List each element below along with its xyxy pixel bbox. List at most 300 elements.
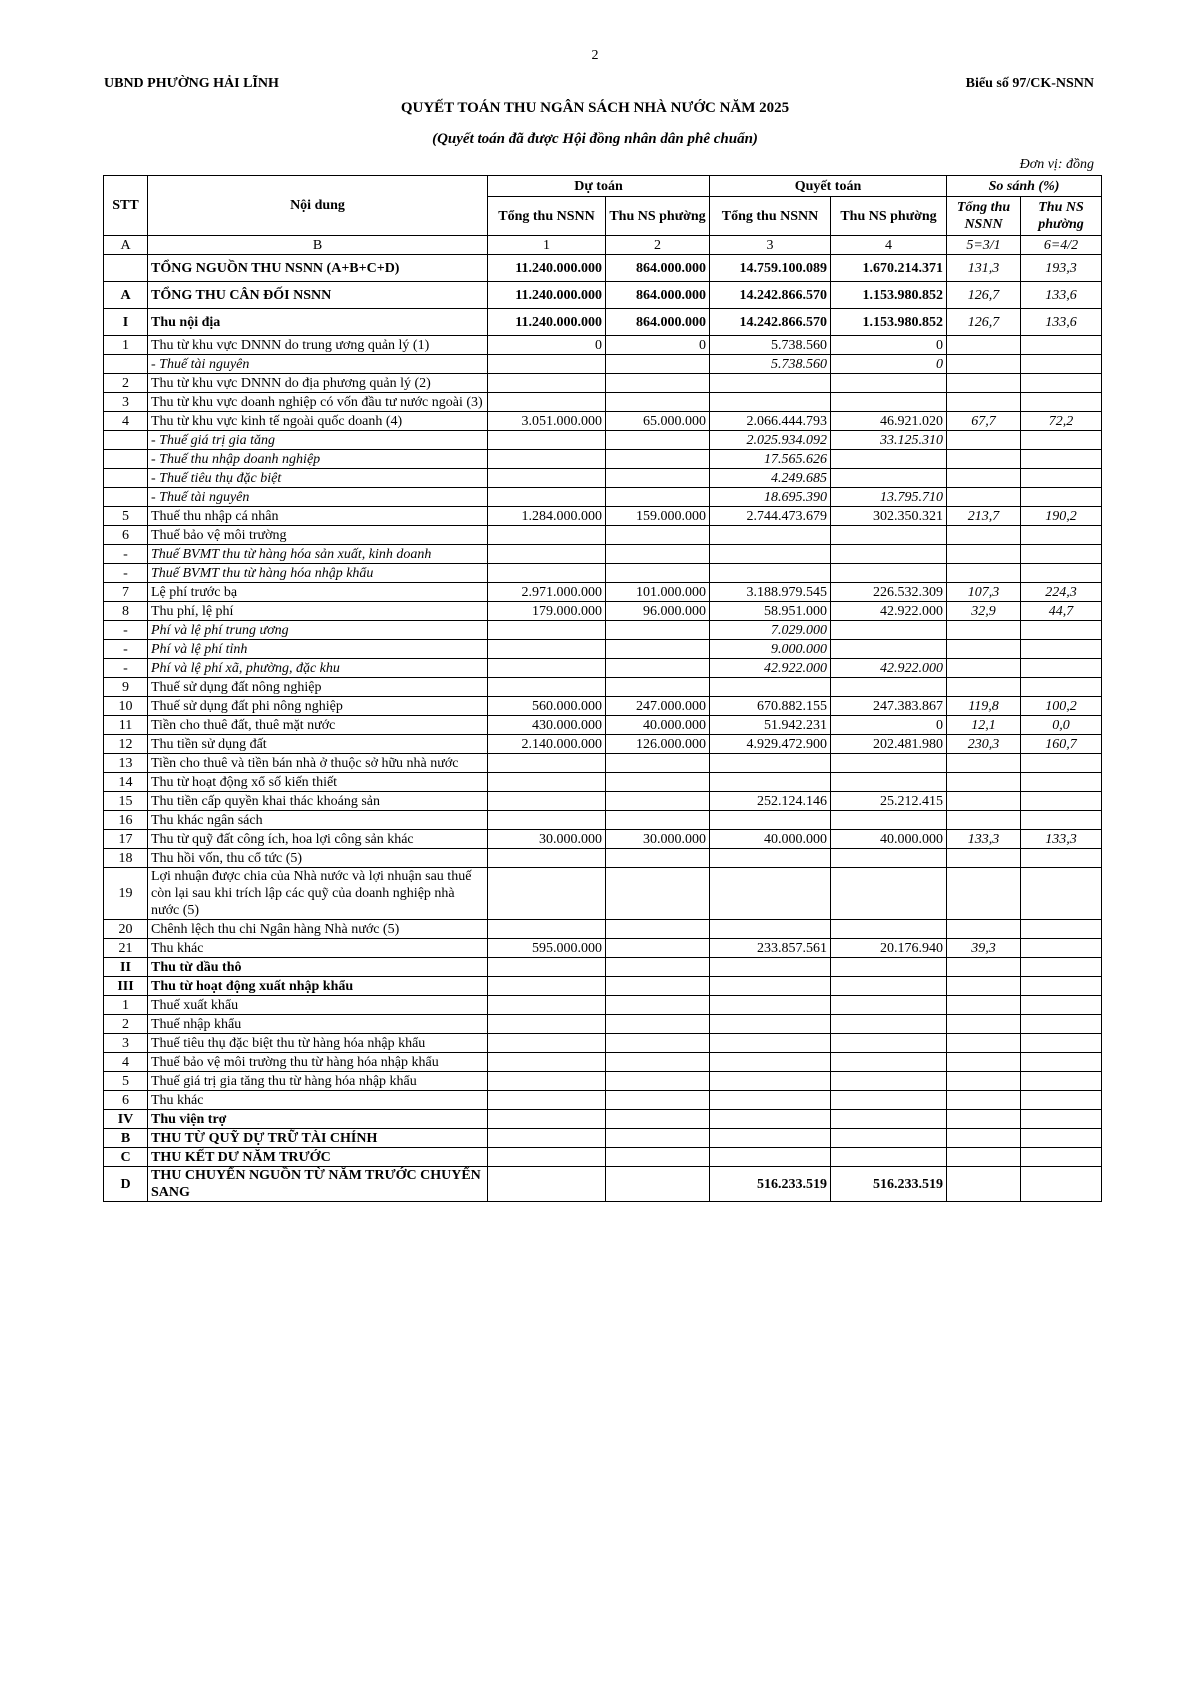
content-cell: Thu từ hoạt động xổ số kiến thiết (148, 773, 488, 792)
stt-cell: - (104, 640, 148, 659)
settlement-ward-cell: 33.125.310 (831, 431, 947, 450)
table-row (104, 958, 1102, 977)
table-row (104, 977, 1102, 996)
stt-cell: 11 (104, 716, 148, 735)
compare-ward-cell (1021, 469, 1102, 488)
estimate-total-cell (488, 564, 606, 583)
stt-cell: 9 (104, 678, 148, 697)
settlement-total-cell: 9.000.000 (710, 640, 831, 659)
settlement-total-cell (710, 920, 831, 939)
estimate-ward-cell (606, 1148, 710, 1167)
settlement-total-cell: 670.882.155 (710, 697, 831, 716)
estimate-total-cell (488, 678, 606, 697)
compare-total-cell (947, 1072, 1021, 1091)
compare-total-cell: 67,7 (947, 412, 1021, 431)
compare-total-cell (947, 996, 1021, 1015)
stt-cell: 21 (104, 939, 148, 958)
estimate-total-cell: 30.000.000 (488, 830, 606, 849)
compare-ward-cell: 100,2 (1021, 697, 1102, 716)
compare-ward-cell (1021, 374, 1102, 393)
settlement-ward-cell (831, 469, 947, 488)
settlement-total-cell (710, 1110, 831, 1129)
settlement-ward-cell (831, 754, 947, 773)
compare-ward-cell (1021, 621, 1102, 640)
compare-ward-cell (1021, 849, 1102, 868)
compare-ward-cell (1021, 811, 1102, 830)
header-est-ward: Thu NS phường (606, 197, 710, 236)
settlement-ward-cell (831, 1091, 947, 1110)
settlement-total-cell (710, 1034, 831, 1053)
content-cell: Thu khác ngân sách (148, 811, 488, 830)
settlement-ward-cell (831, 1110, 947, 1129)
compare-total-cell (947, 1167, 1021, 1202)
estimate-ward-cell: 864.000.000 (606, 309, 710, 336)
table-row (104, 602, 1102, 621)
table-row (104, 1148, 1102, 1167)
stt-cell: 5 (104, 1072, 148, 1091)
stt-cell (104, 450, 148, 469)
compare-ward-cell: 44,7 (1021, 602, 1102, 621)
estimate-ward-cell (606, 849, 710, 868)
stt-cell: 2 (104, 374, 148, 393)
content-cell: Thu từ khu vực DNNN do trung ương quản lý (1) (148, 336, 488, 355)
estimate-total-cell (488, 1110, 606, 1129)
table-row (104, 849, 1102, 868)
document-subtitle: (Quyết toán đã được Hội đồng nhân dân phê chuẩn) (432, 131, 758, 147)
compare-ward-cell: 190,2 (1021, 507, 1102, 526)
estimate-total-cell (488, 792, 606, 811)
header-estimate: Dự toán (488, 176, 710, 197)
table-row (104, 355, 1102, 374)
compare-ward-cell (1021, 1015, 1102, 1034)
settlement-ward-cell (831, 1034, 947, 1053)
compare-ward-cell (1021, 336, 1102, 355)
settlement-total-cell (710, 526, 831, 545)
settlement-ward-cell: 1.153.980.852 (831, 282, 947, 309)
header-cmp-ward: Thu NS phường (1021, 197, 1102, 236)
settlement-ward-cell (831, 545, 947, 564)
estimate-total-cell (488, 1053, 606, 1072)
estimate-ward-cell: 65.000.000 (606, 412, 710, 431)
estimate-total-cell (488, 469, 606, 488)
settlement-total-cell (710, 545, 831, 564)
content-cell: Thu từ khu vực kinh tế ngoài quốc doanh (4) (148, 412, 488, 431)
compare-total-cell (947, 977, 1021, 996)
content-cell: Thu tiền sử dụng đất (148, 735, 488, 754)
estimate-ward-cell (606, 393, 710, 412)
stt-cell: D (104, 1167, 148, 1202)
compare-total-cell (947, 792, 1021, 811)
estimate-total-cell (488, 977, 606, 996)
stt-cell: III (104, 977, 148, 996)
settlement-total-cell (710, 1072, 831, 1091)
settlement-total-cell: 5.738.560 (710, 355, 831, 374)
stt-cell (104, 431, 148, 450)
estimate-ward-cell: 126.000.000 (606, 735, 710, 754)
settlement-ward-cell: 40.000.000 (831, 830, 947, 849)
estimate-total-cell: 3.051.000.000 (488, 412, 606, 431)
stt-cell: 2 (104, 1015, 148, 1034)
content-cell: Thuế bảo vệ môi trường (148, 526, 488, 545)
compare-total-cell (947, 868, 1021, 920)
table-row (104, 488, 1102, 507)
compare-total-cell (947, 564, 1021, 583)
estimate-total-cell (488, 431, 606, 450)
settlement-ward-cell: 1.153.980.852 (831, 309, 947, 336)
table-row (104, 996, 1102, 1015)
settlement-ward-cell: 302.350.321 (831, 507, 947, 526)
settlement-ward-cell (831, 564, 947, 583)
estimate-total-cell: 179.000.000 (488, 602, 606, 621)
table-row (104, 526, 1102, 545)
compare-total-cell (947, 678, 1021, 697)
stt-cell: 15 (104, 792, 148, 811)
settlement-ward-cell: 13.795.710 (831, 488, 947, 507)
estimate-ward-cell (606, 868, 710, 920)
settlement-ward-cell: 202.481.980 (831, 735, 947, 754)
settlement-total-cell (710, 977, 831, 996)
estimate-total-cell (488, 393, 606, 412)
column-code-row (104, 236, 1102, 255)
stt-cell: 16 (104, 811, 148, 830)
compare-ward-cell (1021, 773, 1102, 792)
content-cell: Thu khác (148, 1091, 488, 1110)
table-row (104, 792, 1102, 811)
settlement-total-cell: 2.744.473.679 (710, 507, 831, 526)
estimate-total-cell (488, 355, 606, 374)
estimate-ward-cell (606, 678, 710, 697)
code-cell: B (148, 236, 488, 255)
settlement-ward-cell (831, 640, 947, 659)
content-cell: THU TỪ QUỸ DỰ TRỮ TÀI CHÍNH (148, 1129, 488, 1148)
estimate-ward-cell: 864.000.000 (606, 255, 710, 282)
table-row (104, 282, 1102, 309)
code-cell: 3 (710, 236, 831, 255)
settlement-ward-cell: 516.233.519 (831, 1167, 947, 1202)
estimate-ward-cell (606, 374, 710, 393)
estimate-ward-cell (606, 1072, 710, 1091)
compare-total-cell (947, 469, 1021, 488)
table-row (104, 1072, 1102, 1091)
estimate-ward-cell (606, 640, 710, 659)
stt-cell: 20 (104, 920, 148, 939)
estimate-total-cell: 1.284.000.000 (488, 507, 606, 526)
settlement-ward-cell: 46.921.020 (831, 412, 947, 431)
settlement-total-cell: 58.951.000 (710, 602, 831, 621)
compare-total-cell: 230,3 (947, 735, 1021, 754)
estimate-ward-cell (606, 1110, 710, 1129)
estimate-ward-cell (606, 450, 710, 469)
compare-ward-cell (1021, 868, 1102, 920)
estimate-total-cell: 11.240.000.000 (488, 255, 606, 282)
settlement-total-cell: 17.565.626 (710, 450, 831, 469)
estimate-total-cell (488, 1034, 606, 1053)
settlement-ward-cell: 226.532.309 (831, 583, 947, 602)
stt-cell (104, 488, 148, 507)
compare-total-cell (947, 1148, 1021, 1167)
estimate-ward-cell (606, 1129, 710, 1148)
estimate-total-cell (488, 374, 606, 393)
table-row (104, 507, 1102, 526)
estimate-ward-cell (606, 1053, 710, 1072)
compare-ward-cell (1021, 1072, 1102, 1091)
content-cell: Thuế tiêu thụ đặc biệt thu từ hàng hóa nhập khẩu (148, 1034, 488, 1053)
compare-ward-cell (1021, 678, 1102, 697)
settlement-total-cell: 4.249.685 (710, 469, 831, 488)
content-cell: Lợi nhuận được chia của Nhà nước và lợi nhuận sau thuế còn lại sau khi trích lập các quỹ của doanh nghiệp nhà nước (5) (148, 868, 488, 920)
estimate-ward-cell (606, 754, 710, 773)
code-cell: 4 (831, 236, 947, 255)
stt-cell: - (104, 545, 148, 564)
settlement-total-cell (710, 1129, 831, 1148)
stt-cell: 4 (104, 412, 148, 431)
content-cell: Thu nội địa (148, 309, 488, 336)
estimate-ward-cell (606, 996, 710, 1015)
settlement-ward-cell (831, 773, 947, 792)
compare-total-cell (947, 545, 1021, 564)
estimate-total-cell: 11.240.000.000 (488, 282, 606, 309)
settlement-total-cell: 14.759.100.089 (710, 255, 831, 282)
compare-ward-cell (1021, 792, 1102, 811)
settlement-ward-cell (831, 1053, 947, 1072)
compare-total-cell (947, 1129, 1021, 1148)
settlement-ward-cell: 0 (831, 716, 947, 735)
compare-total-cell: 12,1 (947, 716, 1021, 735)
content-cell: Thuế sử dụng đất nông nghiệp (148, 678, 488, 697)
content-cell: Thu từ khu vực doanh nghiệp có vốn đầu tư nước ngoài (3) (148, 393, 488, 412)
compare-ward-cell (1021, 640, 1102, 659)
compare-total-cell: 131,3 (947, 255, 1021, 282)
estimate-total-cell (488, 849, 606, 868)
estimate-total-cell (488, 545, 606, 564)
estimate-ward-cell (606, 488, 710, 507)
compare-ward-cell: 72,2 (1021, 412, 1102, 431)
settlement-total-cell: 252.124.146 (710, 792, 831, 811)
table-row (104, 336, 1102, 355)
header-stt: STT (104, 176, 148, 236)
table-row (104, 830, 1102, 849)
compare-ward-cell (1021, 754, 1102, 773)
content-cell: Thuế BVMT thu từ hàng hóa nhập khẩu (148, 564, 488, 583)
content-cell: Lệ phí trước bạ (148, 583, 488, 602)
estimate-total-cell: 560.000.000 (488, 697, 606, 716)
estimate-ward-cell (606, 545, 710, 564)
settlement-total-cell: 4.929.472.900 (710, 735, 831, 754)
compare-ward-cell (1021, 920, 1102, 939)
compare-ward-cell (1021, 977, 1102, 996)
page-number: 2 (591, 48, 599, 63)
table-row (104, 309, 1102, 336)
settlement-ward-cell: 42.922.000 (831, 602, 947, 621)
estimate-ward-cell: 864.000.000 (606, 282, 710, 309)
estimate-total-cell (488, 811, 606, 830)
compare-total-cell (947, 374, 1021, 393)
settlement-ward-cell (831, 450, 947, 469)
compare-total-cell (947, 958, 1021, 977)
compare-total-cell (947, 1015, 1021, 1034)
estimate-ward-cell (606, 920, 710, 939)
estimate-total-cell (488, 920, 606, 939)
stt-cell: 1 (104, 336, 148, 355)
settlement-ward-cell (831, 811, 947, 830)
compare-total-cell (947, 1091, 1021, 1110)
settlement-ward-cell (831, 977, 947, 996)
table-row (104, 939, 1102, 958)
estimate-total-cell: 11.240.000.000 (488, 309, 606, 336)
code-cell: 6=4/2 (1021, 236, 1102, 255)
compare-total-cell (947, 621, 1021, 640)
table-row (104, 735, 1102, 754)
header-content: Nội dung (148, 176, 488, 236)
compare-ward-cell (1021, 564, 1102, 583)
settlement-ward-cell (831, 621, 947, 640)
settlement-ward-cell: 20.176.940 (831, 939, 947, 958)
compare-total-cell (947, 920, 1021, 939)
compare-ward-cell: 133,6 (1021, 309, 1102, 336)
table-row (104, 697, 1102, 716)
estimate-total-cell (488, 488, 606, 507)
settlement-total-cell (710, 393, 831, 412)
compare-total-cell (947, 488, 1021, 507)
header-set-total: Tổng thu NSNN (710, 197, 831, 236)
compare-ward-cell (1021, 526, 1102, 545)
issuer-name: UBND PHƯỜNG HẢI LĨNH (104, 76, 279, 91)
settlement-total-cell (710, 1053, 831, 1072)
settlement-total-cell (710, 1015, 831, 1034)
settlement-total-cell (710, 564, 831, 583)
compare-ward-cell (1021, 1053, 1102, 1072)
stt-cell: IV (104, 1110, 148, 1129)
settlement-ward-cell: 25.212.415 (831, 792, 947, 811)
stt-cell: 18 (104, 849, 148, 868)
estimate-ward-cell (606, 1034, 710, 1053)
estimate-total-cell (488, 1129, 606, 1148)
settlement-total-cell: 40.000.000 (710, 830, 831, 849)
content-cell: Thu phí, lệ phí (148, 602, 488, 621)
compare-total-cell: 32,9 (947, 602, 1021, 621)
estimate-ward-cell (606, 469, 710, 488)
stt-cell: 3 (104, 1034, 148, 1053)
stt-cell: 17 (104, 830, 148, 849)
settlement-total-cell: 14.242.866.570 (710, 282, 831, 309)
content-cell: Thuế sử dụng đất phi nông nghiệp (148, 697, 488, 716)
stt-cell: 14 (104, 773, 148, 792)
table-row (104, 450, 1102, 469)
estimate-total-cell (488, 526, 606, 545)
content-cell: Thu viện trợ (148, 1110, 488, 1129)
settlement-total-cell (710, 1148, 831, 1167)
estimate-ward-cell (606, 1091, 710, 1110)
estimate-total-cell (488, 659, 606, 678)
settlement-total-cell: 51.942.231 (710, 716, 831, 735)
settlement-ward-cell (831, 1129, 947, 1148)
compare-total-cell (947, 849, 1021, 868)
table-row (104, 255, 1102, 282)
stt-cell (104, 255, 148, 282)
document-title: QUYẾT TOÁN THU NGÂN SÁCH NHÀ NƯỚC NĂM 2025 (400, 100, 790, 116)
stt-cell (104, 469, 148, 488)
settlement-total-cell: 5.738.560 (710, 336, 831, 355)
compare-total-cell (947, 640, 1021, 659)
compare-total-cell (947, 773, 1021, 792)
content-cell: Thuế nhập khẩu (148, 1015, 488, 1034)
estimate-ward-cell (606, 621, 710, 640)
content-cell: Thuế thu nhập cá nhân (148, 507, 488, 526)
table-row (104, 583, 1102, 602)
settlement-ward-cell: 0 (831, 355, 947, 374)
compare-total-cell: 126,7 (947, 309, 1021, 336)
estimate-total-cell (488, 1167, 606, 1202)
table-row (104, 678, 1102, 697)
settlement-total-cell: 18.695.390 (710, 488, 831, 507)
settlement-ward-cell: 1.670.214.371 (831, 255, 947, 282)
estimate-ward-cell (606, 939, 710, 958)
content-cell: THU KẾT DƯ NĂM TRƯỚC (148, 1148, 488, 1167)
settlement-ward-cell: 247.383.867 (831, 697, 947, 716)
table-row (104, 545, 1102, 564)
settlement-ward-cell (831, 374, 947, 393)
settlement-total-cell: 3.188.979.545 (710, 583, 831, 602)
table-row (104, 754, 1102, 773)
stt-cell: 8 (104, 602, 148, 621)
estimate-total-cell: 2.971.000.000 (488, 583, 606, 602)
estimate-total-cell: 430.000.000 (488, 716, 606, 735)
stt-cell: 7 (104, 583, 148, 602)
estimate-total-cell (488, 868, 606, 920)
code-cell: 2 (606, 236, 710, 255)
compare-ward-cell: 133,6 (1021, 282, 1102, 309)
content-cell: Thu từ hoạt động xuất nhập khẩu (148, 977, 488, 996)
estimate-ward-cell (606, 1015, 710, 1034)
settlement-total-cell (710, 754, 831, 773)
compare-total-cell (947, 811, 1021, 830)
content-cell: Tiền cho thuê và tiền bán nhà ở thuộc sở hữu nhà nước (148, 754, 488, 773)
settlement-ward-cell (831, 849, 947, 868)
content-cell: Thuế BVMT thu từ hàng hóa sản xuất, kinh doanh (148, 545, 488, 564)
table-row (104, 1129, 1102, 1148)
stt-cell: 10 (104, 697, 148, 716)
compare-ward-cell (1021, 996, 1102, 1015)
compare-ward-cell (1021, 1091, 1102, 1110)
table-row (104, 1034, 1102, 1053)
compare-ward-cell (1021, 659, 1102, 678)
estimate-total-cell: 0 (488, 336, 606, 355)
header-settlement: Quyết toán (710, 176, 947, 197)
content-cell: TỔNG THU CÂN ĐỐI NSNN (148, 282, 488, 309)
table-row (104, 1091, 1102, 1110)
estimate-ward-cell (606, 977, 710, 996)
content-cell: Tiền cho thuê đất, thuê mặt nước (148, 716, 488, 735)
stt-cell: 19 (104, 868, 148, 920)
estimate-total-cell (488, 1072, 606, 1091)
table-row (104, 1167, 1102, 1202)
estimate-ward-cell (606, 958, 710, 977)
compare-ward-cell: 160,7 (1021, 735, 1102, 754)
compare-ward-cell: 133,3 (1021, 830, 1102, 849)
compare-ward-cell: 224,3 (1021, 583, 1102, 602)
unit-label: Đơn vị: đồng (1019, 157, 1094, 172)
content-cell: Thuế bảo vệ môi trường thu từ hàng hóa nhập khẩu (148, 1053, 488, 1072)
compare-ward-cell (1021, 1148, 1102, 1167)
table-row (104, 868, 1102, 920)
estimate-total-cell (488, 996, 606, 1015)
content-cell: Phí và lệ phí trung ương (148, 621, 488, 640)
table-row (104, 564, 1102, 583)
content-cell: - Thuế thu nhập doanh nghiệp (148, 450, 488, 469)
estimate-total-cell: 595.000.000 (488, 939, 606, 958)
stt-cell: I (104, 309, 148, 336)
compare-ward-cell (1021, 545, 1102, 564)
